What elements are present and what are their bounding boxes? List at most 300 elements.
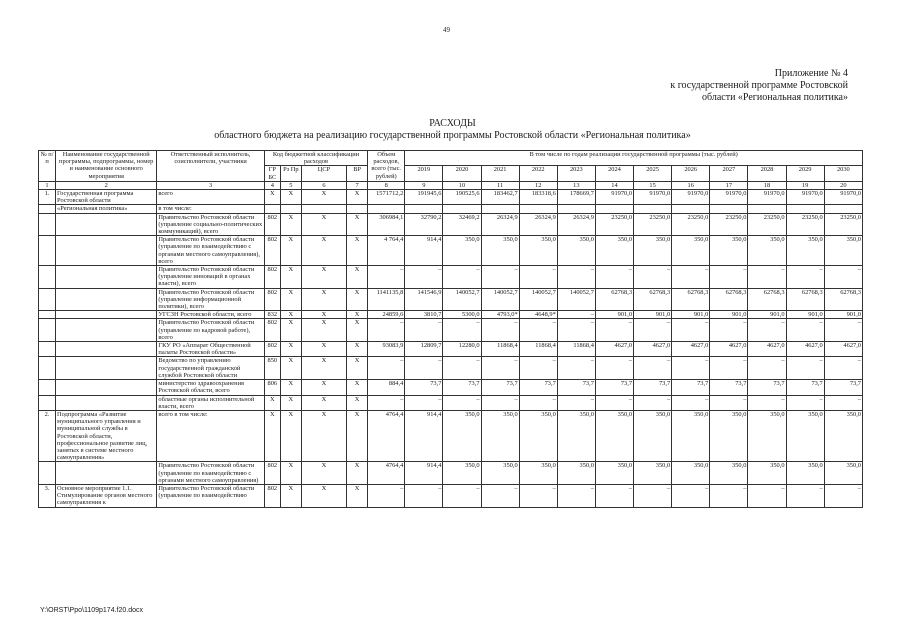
year-amount: – [405, 395, 443, 410]
header-year: 2030 [824, 166, 862, 181]
code-csr: Х [301, 213, 346, 236]
column-number: 19 [786, 181, 824, 189]
table-row [39, 288, 863, 311]
year-amount: 350,0 [824, 410, 862, 461]
year-amount: 350,0 [557, 410, 595, 461]
header-year: 2027 [710, 166, 748, 181]
table-row [39, 236, 863, 266]
year-amount: 141546,9 [405, 288, 443, 311]
code-grbs: Х [264, 395, 280, 410]
code-grbs: 802 [264, 266, 280, 289]
year-amount: 4627,0 [786, 342, 824, 357]
year-amount [672, 205, 710, 213]
code-grbs: 850 [264, 357, 280, 380]
document-title: РАСХОДЫ [429, 118, 476, 129]
year-amount: – [634, 266, 672, 289]
year-amount: 62768,3 [710, 288, 748, 311]
year-amount: 73,7 [672, 380, 710, 395]
table-row [39, 311, 863, 319]
year-amount: 23250,0 [824, 213, 862, 236]
year-amount: 350,0 [481, 410, 519, 461]
total-amount: – [368, 484, 405, 507]
total-amount: – [368, 395, 405, 410]
code-vr: Х [347, 357, 368, 380]
header-years-title: В том числе по годам реализации государственной программы (тыс. рублей) [405, 151, 863, 166]
program-name [56, 266, 157, 289]
year-amount: 350,0 [443, 462, 481, 485]
total-amount: 93083,9 [368, 342, 405, 357]
code-rzpr: Х [280, 288, 301, 311]
year-amount [786, 205, 824, 213]
year-amount: 4627,0 [672, 342, 710, 357]
program-name: Основное мероприятие 1.1. Стимулирование органов местного самоуправления к [56, 484, 157, 507]
row-number [39, 462, 56, 485]
year-amount [824, 205, 862, 213]
code-rzpr: Х [280, 342, 301, 357]
year-amount: 350,0 [710, 410, 748, 461]
row-number [39, 236, 56, 266]
year-amount: 350,0 [786, 462, 824, 485]
year-amount: 62768,3 [748, 288, 786, 311]
year-amount: 26324,9 [481, 213, 519, 236]
year-amount: – [748, 395, 786, 410]
header-vr: ВР [347, 166, 368, 181]
year-amount: – [557, 395, 595, 410]
year-amount: 73,7 [557, 380, 595, 395]
year-amount: 901,0 [710, 311, 748, 319]
header-year: 2022 [519, 166, 557, 181]
year-amount: 23250,0 [710, 213, 748, 236]
total-amount: 306984,1 [368, 213, 405, 236]
code-rzpr: Х [280, 236, 301, 266]
year-amount: 91970,0 [672, 190, 710, 205]
table-row [39, 190, 863, 205]
total-amount: 24859,6 [368, 311, 405, 319]
code-grbs: 802 [264, 213, 280, 236]
year-amount: 350,0 [672, 410, 710, 461]
row-number [39, 288, 56, 311]
year-amount: 350,0 [443, 236, 481, 266]
table-row [39, 462, 863, 485]
year-amount: 4627,0 [710, 342, 748, 357]
year-amount: – [557, 311, 595, 319]
code-rzpr: Х [280, 190, 301, 205]
year-amount: – [595, 484, 633, 507]
year-amount: 91970,0 [786, 190, 824, 205]
code-csr: Х [301, 311, 346, 319]
header-year: 2028 [748, 166, 786, 181]
year-amount: 178669,7 [557, 190, 595, 205]
annex-line-2: к государственной программе Ростовской [670, 80, 848, 91]
year-amount: 901,0 [748, 311, 786, 319]
total-amount: 1141135,8 [368, 288, 405, 311]
header-year: 2023 [557, 166, 595, 181]
year-amount: 191945,6 [405, 190, 443, 205]
code-vr: Х [347, 266, 368, 289]
year-amount: 140052,7 [519, 288, 557, 311]
code-grbs: 806 [264, 380, 280, 395]
program-name: «Региональная политика» [56, 205, 157, 213]
total-amount: 1571712,2 [368, 190, 405, 205]
year-amount: 140052,7 [443, 288, 481, 311]
year-amount: – [405, 266, 443, 289]
program-name [56, 236, 157, 266]
document-subtitle: областного бюджета на реализацию государственной программы Ростовской области «Региональная политика» [214, 130, 691, 141]
header-year: 2029 [786, 166, 824, 181]
program-name [56, 288, 157, 311]
header-grbs: ГР БС [264, 166, 280, 181]
header-csr: ЦСР [301, 166, 346, 181]
program-name [56, 380, 157, 395]
year-amount: 350,0 [595, 462, 633, 485]
year-amount: – [519, 266, 557, 289]
code-grbs: 802 [264, 342, 280, 357]
executor: всего [157, 190, 264, 205]
code-vr: Х [347, 319, 368, 342]
year-amount: 11868,4 [557, 342, 595, 357]
header-num: № п/п [39, 151, 56, 182]
header-rzpr: Рз Пр [280, 166, 301, 181]
header-year: 2026 [672, 166, 710, 181]
code-vr: Х [347, 311, 368, 319]
year-amount: 62768,3 [672, 288, 710, 311]
column-number: 8 [368, 181, 405, 189]
code-grbs: Х [264, 410, 280, 461]
year-amount: 23250,0 [672, 213, 710, 236]
year-amount: – [748, 484, 786, 507]
code-csr: Х [301, 266, 346, 289]
year-amount: – [710, 395, 748, 410]
column-number: 1 [39, 181, 56, 189]
executor: министерство здравоохранения Ростовской области, всего [157, 380, 264, 395]
year-amount: – [634, 357, 672, 380]
year-amount: – [672, 319, 710, 342]
year-amount: 350,0 [557, 236, 595, 266]
year-amount: 26324,9 [519, 213, 557, 236]
year-amount: – [481, 484, 519, 507]
row-number [39, 213, 56, 236]
header-name: Наименование государственной программы, подпрограммы, номер и наименование основного мероприятия [56, 151, 157, 182]
year-amount [519, 205, 557, 213]
year-amount: – [557, 484, 595, 507]
year-amount: 4627,0 [748, 342, 786, 357]
code-grbs: Х [264, 190, 280, 205]
table-row [39, 410, 863, 461]
year-amount: – [557, 266, 595, 289]
year-amount [557, 205, 595, 213]
code-vr: Х [347, 342, 368, 357]
code-vr: Х [347, 190, 368, 205]
year-amount: – [824, 266, 862, 289]
table-row [39, 205, 863, 213]
year-amount: – [748, 319, 786, 342]
year-amount: – [443, 319, 481, 342]
year-amount: 901,0 [824, 311, 862, 319]
year-amount: 350,0 [786, 410, 824, 461]
year-amount: 26324,9 [557, 213, 595, 236]
code-csr: Х [301, 462, 346, 485]
year-amount: 62768,3 [634, 288, 672, 311]
year-amount: – [786, 319, 824, 342]
year-amount: – [595, 319, 633, 342]
column-number: 3 [157, 181, 264, 189]
program-name [56, 319, 157, 342]
code-vr: Х [347, 395, 368, 410]
year-amount: 350,0 [443, 410, 481, 461]
code-vr: Х [347, 236, 368, 266]
row-number [39, 342, 56, 357]
total-amount: – [368, 266, 405, 289]
year-amount: 91970,0 [634, 190, 672, 205]
code-rzpr: Х [280, 213, 301, 236]
year-amount: – [481, 266, 519, 289]
total-amount: 4 764,4 [368, 236, 405, 266]
year-amount: 350,0 [824, 236, 862, 266]
header-year: 2024 [595, 166, 633, 181]
year-amount: – [443, 395, 481, 410]
year-amount: 4627,0 [595, 342, 633, 357]
code-vr [347, 205, 368, 213]
year-amount: 901,0 [634, 311, 672, 319]
row-number: 3. [39, 484, 56, 507]
year-amount: – [824, 357, 862, 380]
header-year: 2020 [443, 166, 481, 181]
year-amount: 62768,3 [786, 288, 824, 311]
row-number [39, 319, 56, 342]
code-rzpr: Х [280, 380, 301, 395]
year-amount: 73,7 [481, 380, 519, 395]
year-amount: 901,0 [595, 311, 633, 319]
column-number: 5 [280, 181, 301, 189]
year-amount: 350,0 [595, 236, 633, 266]
year-amount: – [710, 319, 748, 342]
year-amount: 73,7 [786, 380, 824, 395]
year-amount: – [824, 395, 862, 410]
year-amount: – [672, 266, 710, 289]
row-number [39, 311, 56, 319]
code-grbs: 802 [264, 236, 280, 266]
column-number: 2 [56, 181, 157, 189]
year-amount: 73,7 [710, 380, 748, 395]
executor: в том числе: [157, 205, 264, 213]
year-amount [748, 205, 786, 213]
year-amount: 62768,3 [595, 288, 633, 311]
year-amount: – [595, 395, 633, 410]
year-amount: – [634, 395, 672, 410]
year-amount: 901,0 [672, 311, 710, 319]
code-rzpr [280, 205, 301, 213]
code-csr: Х [301, 342, 346, 357]
code-vr: Х [347, 462, 368, 485]
column-number: 18 [748, 181, 786, 189]
header-year: 2021 [481, 166, 519, 181]
year-amount: 73,7 [748, 380, 786, 395]
year-amount: 73,7 [519, 380, 557, 395]
code-csr: Х [301, 395, 346, 410]
year-amount: 901,0 [786, 311, 824, 319]
total-amount: – [368, 357, 405, 380]
table-row [39, 319, 863, 342]
year-amount: – [710, 266, 748, 289]
year-amount: – [824, 484, 862, 507]
year-amount: 12280,0 [443, 342, 481, 357]
year-amount: 350,0 [672, 462, 710, 485]
program-name [56, 342, 157, 357]
code-grbs: 802 [264, 484, 280, 507]
total-amount: 4764,4 [368, 410, 405, 461]
year-amount: 183462,7 [481, 190, 519, 205]
year-amount: – [634, 319, 672, 342]
year-amount [443, 205, 481, 213]
column-number: 7 [347, 181, 368, 189]
code-grbs: 802 [264, 288, 280, 311]
year-amount: 4627,0 [634, 342, 672, 357]
year-amount: 91970,0 [748, 190, 786, 205]
program-name: Государственная программа Ростовской области [56, 190, 157, 205]
column-number: 10 [443, 181, 481, 189]
year-amount: 914,4 [405, 236, 443, 266]
year-amount: 350,0 [519, 410, 557, 461]
code-grbs: 832 [264, 311, 280, 319]
year-amount: 73,7 [595, 380, 633, 395]
header-total: Объем расходов, всего (тыс. рублей) [368, 151, 405, 182]
year-amount: – [672, 395, 710, 410]
column-number: 12 [519, 181, 557, 189]
year-amount: – [824, 319, 862, 342]
year-amount: 350,0 [634, 462, 672, 485]
year-amount [710, 205, 748, 213]
column-number: 14 [595, 181, 633, 189]
table-row [39, 357, 863, 380]
code-rzpr: Х [280, 311, 301, 319]
year-amount: 23250,0 [786, 213, 824, 236]
column-number: 4 [264, 181, 280, 189]
year-amount: – [443, 357, 481, 380]
year-amount [634, 205, 672, 213]
annex-header [548, 68, 848, 104]
year-amount: – [710, 357, 748, 380]
code-vr: Х [347, 213, 368, 236]
year-amount: 11868,4 [481, 342, 519, 357]
year-amount: 140052,7 [481, 288, 519, 311]
table-row [39, 213, 863, 236]
column-number: 15 [634, 181, 672, 189]
row-number [39, 380, 56, 395]
total-amount [368, 205, 405, 213]
year-amount: 350,0 [557, 462, 595, 485]
row-number [39, 266, 56, 289]
year-amount: 350,0 [786, 236, 824, 266]
year-amount: – [557, 357, 595, 380]
header-year: 2019 [405, 166, 443, 181]
year-amount: – [519, 357, 557, 380]
year-amount: 350,0 [595, 410, 633, 461]
program-name: Подпрограмма «Развитие муниципального управления и муниципальной службы в Ростовской области, профессиональное развитие лиц, занятых в системе местного самоуправления» [56, 410, 157, 461]
executor: Правительство Ростовской области (управление по взаимодействию [157, 484, 264, 507]
code-vr: Х [347, 288, 368, 311]
code-csr: Х [301, 410, 346, 461]
year-amount: 4793,0* [481, 311, 519, 319]
code-rzpr: Х [280, 484, 301, 507]
year-amount: 350,0 [634, 410, 672, 461]
row-number [39, 395, 56, 410]
executor: Правительство Ростовской области (управление информационной политики), всего [157, 288, 264, 311]
file-path-footer: Y:\ORST\Ppo\1109p174.f20.docx [40, 607, 143, 614]
column-number: 13 [557, 181, 595, 189]
header-executor: Ответственный исполнитель, соисполнители, участники [157, 151, 264, 182]
code-grbs: 802 [264, 462, 280, 485]
program-name [56, 357, 157, 380]
code-rzpr: Х [280, 357, 301, 380]
year-amount: 3810,7 [405, 311, 443, 319]
code-rzpr: Х [280, 319, 301, 342]
year-amount: – [405, 319, 443, 342]
year-amount: 140052,7 [557, 288, 595, 311]
year-amount: 32790,2 [405, 213, 443, 236]
code-rzpr: Х [280, 266, 301, 289]
year-amount: 73,7 [824, 380, 862, 395]
year-amount: – [786, 484, 824, 507]
column-number-row [39, 181, 863, 189]
year-amount: – [405, 357, 443, 380]
year-amount: – [634, 484, 672, 507]
executor: Правительство Ростовской области (управление инноваций в органах власти), всего [157, 266, 264, 289]
year-amount: – [481, 357, 519, 380]
expenses-table [38, 150, 863, 508]
code-csr: Х [301, 484, 346, 507]
year-amount: 73,7 [443, 380, 481, 395]
year-amount: – [786, 357, 824, 380]
year-amount: 183318,6 [519, 190, 557, 205]
table-row [39, 484, 863, 507]
year-amount: 11868,4 [519, 342, 557, 357]
year-amount: – [595, 266, 633, 289]
year-amount: 914,4 [405, 410, 443, 461]
header-year: 2025 [634, 166, 672, 181]
code-csr: Х [301, 380, 346, 395]
code-grbs: 802 [264, 319, 280, 342]
year-amount: 32469,2 [443, 213, 481, 236]
year-amount: – [595, 357, 633, 380]
executor: Ведомство по управлению государственной гражданской службой Ростовской области [157, 357, 264, 380]
table-row [39, 380, 863, 395]
program-name [56, 311, 157, 319]
column-number: 17 [710, 181, 748, 189]
column-number: 6 [301, 181, 346, 189]
year-amount: 5300,0 [443, 311, 481, 319]
column-number: 11 [481, 181, 519, 189]
program-name [56, 395, 157, 410]
row-number: 2. [39, 410, 56, 461]
year-amount: – [672, 357, 710, 380]
header-kbk: Код бюджетной классификации расходов [264, 151, 367, 166]
year-amount: 73,7 [405, 380, 443, 395]
year-amount: 350,0 [710, 236, 748, 266]
executor: ГКУ РО «Аппарат Общественной палаты Ростовской области» [157, 342, 264, 357]
year-amount: – [405, 484, 443, 507]
code-csr: Х [301, 236, 346, 266]
total-amount: – [368, 319, 405, 342]
year-amount: – [519, 395, 557, 410]
column-number: 16 [672, 181, 710, 189]
year-amount: – [672, 484, 710, 507]
executor: Правительство Ростовской области (управление по взаимодействию с органами местного самоуправления) [157, 462, 264, 485]
year-amount: 350,0 [481, 236, 519, 266]
year-amount: – [786, 266, 824, 289]
table-row [39, 266, 863, 289]
column-number: 20 [824, 181, 862, 189]
year-amount: – [748, 266, 786, 289]
